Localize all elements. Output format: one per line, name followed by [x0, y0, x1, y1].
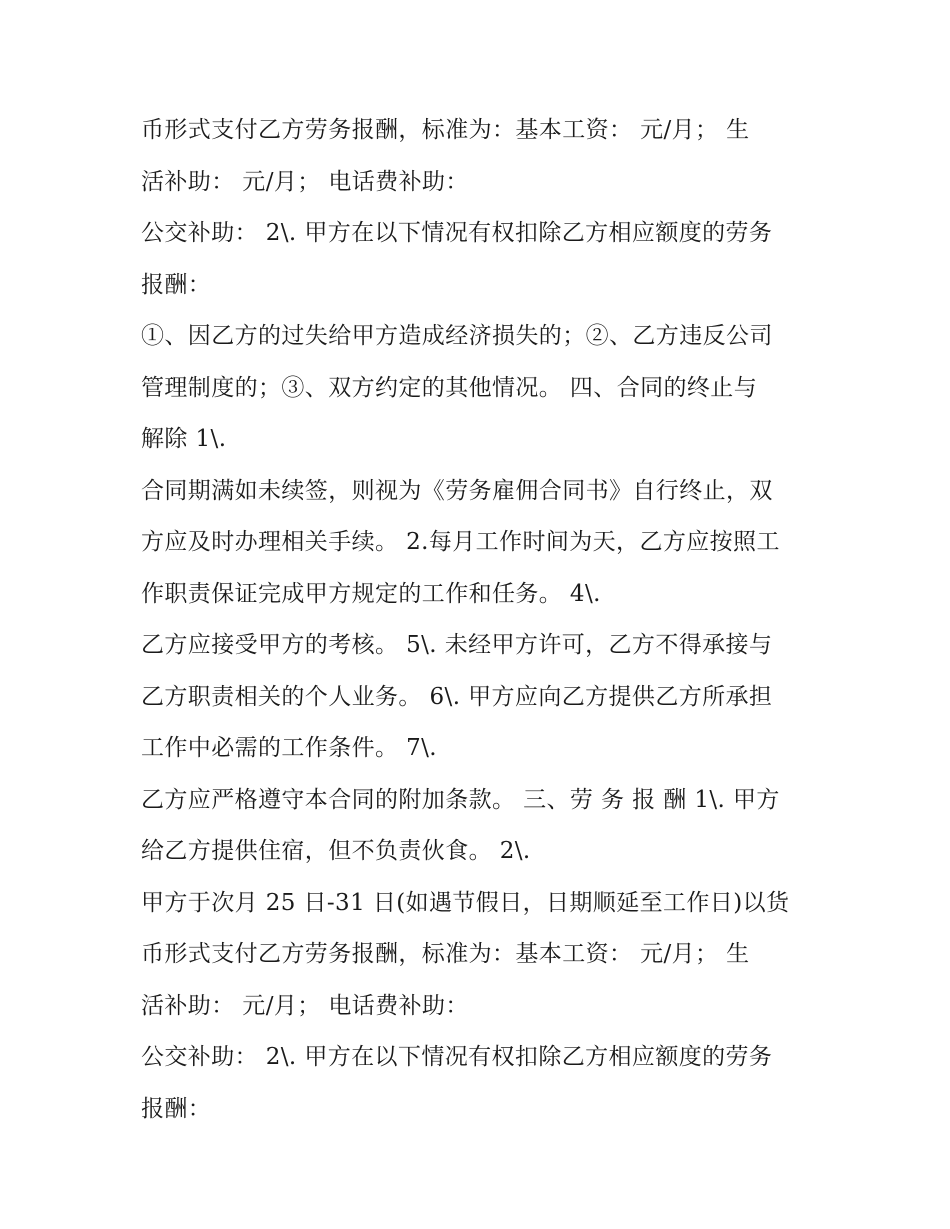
text-line: 作职责保证完成甲方规定的工作和任务。 4\.	[141, 580, 601, 607]
text-line: 币形式支付乙方劳务报酬，标准为：基本工资： 元/月； 生	[141, 941, 750, 967]
text-line: ①、因乙方的过失给甲方造成经济损失的；②、乙方违反公司	[141, 323, 773, 349]
text-line: 甲方于次月 25 日-31 日(如遇节假日，日期顺延至工作日)以货	[141, 889, 790, 916]
text-line: 管理制度的；③、双方约定的其他情况。 四、合同的终止与	[141, 374, 758, 401]
text-line: 报酬：	[141, 271, 212, 298]
text-line: 活补助： 元/月； 电话费补助：	[141, 168, 469, 195]
text-line: 活补助： 元/月； 电话费补助：	[141, 992, 469, 1019]
text-line: 币形式支付乙方劳务报酬，标准为：基本工资： 元/月； 生	[141, 117, 750, 143]
text-line: 合同期满如未续签，则视为《劳务雇佣合同书》自行终止，双	[141, 477, 773, 504]
text-line: 工作中必需的工作条件。 7\.	[141, 735, 438, 761]
text-line: 公交补助： 2\. 甲方在以下情况有权扣除乙方相应额度的劳务	[141, 1044, 773, 1070]
text-line: 乙方职责相关的个人业务。 6\. 甲方应向乙方提供乙方所承担	[141, 683, 773, 710]
text-line: 乙方应严格遵守本合同的附加条款。 三、劳 务 报 酬 1\. 甲方	[141, 786, 780, 813]
text-line: 方应及时办理相关手续。 2.每月工作时间为天，乙方应按照工	[141, 529, 780, 555]
document-body	[141, 105, 821, 1135]
text-line: 乙方应接受甲方的考核。 5\. 未经甲方许可，乙方不得承接与	[141, 632, 773, 658]
text-line: 解除 1\.	[141, 426, 227, 452]
text-line: 公交补助： 2\. 甲方在以下情况有权扣除乙方相应额度的劳务	[141, 220, 773, 246]
text-line: 报酬：	[141, 1095, 212, 1122]
text-line: 给乙方提供住宿，但不负责伙食。 2\.	[141, 838, 531, 864]
